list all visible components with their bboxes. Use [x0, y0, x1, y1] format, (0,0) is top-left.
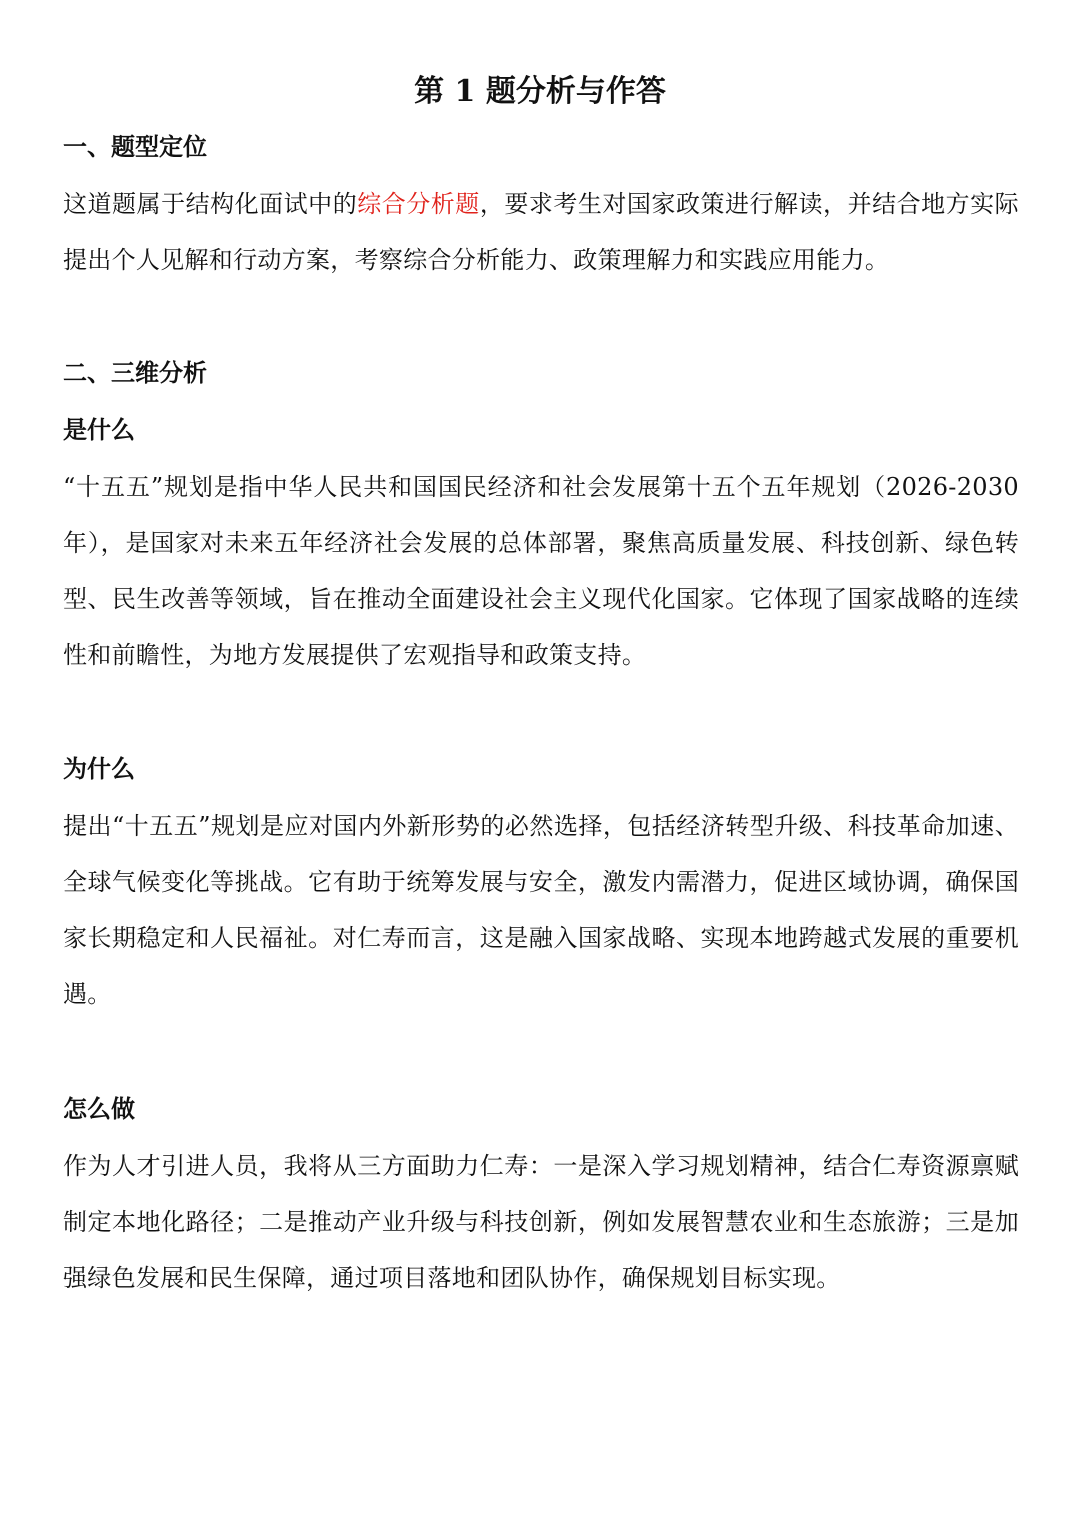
section-heading-analysis: 二、三维分析 [63, 358, 207, 387]
paragraph-text-before: 这道题属于结构化面试中的 [63, 190, 358, 218]
what-paragraph: “十五五”规划是指中华人民共和国国民经济和社会发展第十五个五年规划（2026-2030年），是国家对未来五年经济社会发展的总体部署，聚焦高质量发展、科技创新、绿色转型、民生改善等领域，旨在推动全面建设社会主义现代化国家。它体现了国家战略的连续性和前瞻性，为地方发展提供了宏观指导和政策支持。 [63, 473, 1019, 669]
subheading-how: 怎么做 [63, 1094, 135, 1123]
subheading-why: 为什么 [63, 754, 135, 783]
page-title: 第 1 题分析与作答 [414, 74, 666, 109]
paragraph-text-after: ，要求考生对国家政策进行解读，并结合地方实际提出个人见解和行动方案，考察综合分析能力、政策理解力和实践应用能力。 [63, 190, 1019, 274]
why-paragraph: 提出“十五五”规划是应对国内外新形势的必然选择，包括经济转型升级、科技革命加速、全球气候变化等挑战。它有助于统筹发展与安全，激发内需潜力，促进区域协调，确保国家长期稳定和人民福祉。对仁寿而言，这是融入国家战略、实现本地跨越式发展的重要机遇。 [63, 812, 1019, 1008]
question-type-paragraph [63, 176, 1019, 288]
how-paragraph: 作为人才引进人员，我将从三方面助力仁寿：一是深入学习规划精神，结合仁寿资源禀赋制定本地化路径；二是推动产业升级与科技创新，例如发展智慧农业和生态旅游；三是加强绿色发展和民生保障，通过项目落地和团队协作，确保规划目标实现。 [63, 1152, 1019, 1292]
highlight-question-type: 综合分析题 [357, 190, 480, 218]
section-heading-question-type: 一、题型定位 [63, 132, 207, 161]
subheading-what: 是什么 [63, 415, 135, 444]
